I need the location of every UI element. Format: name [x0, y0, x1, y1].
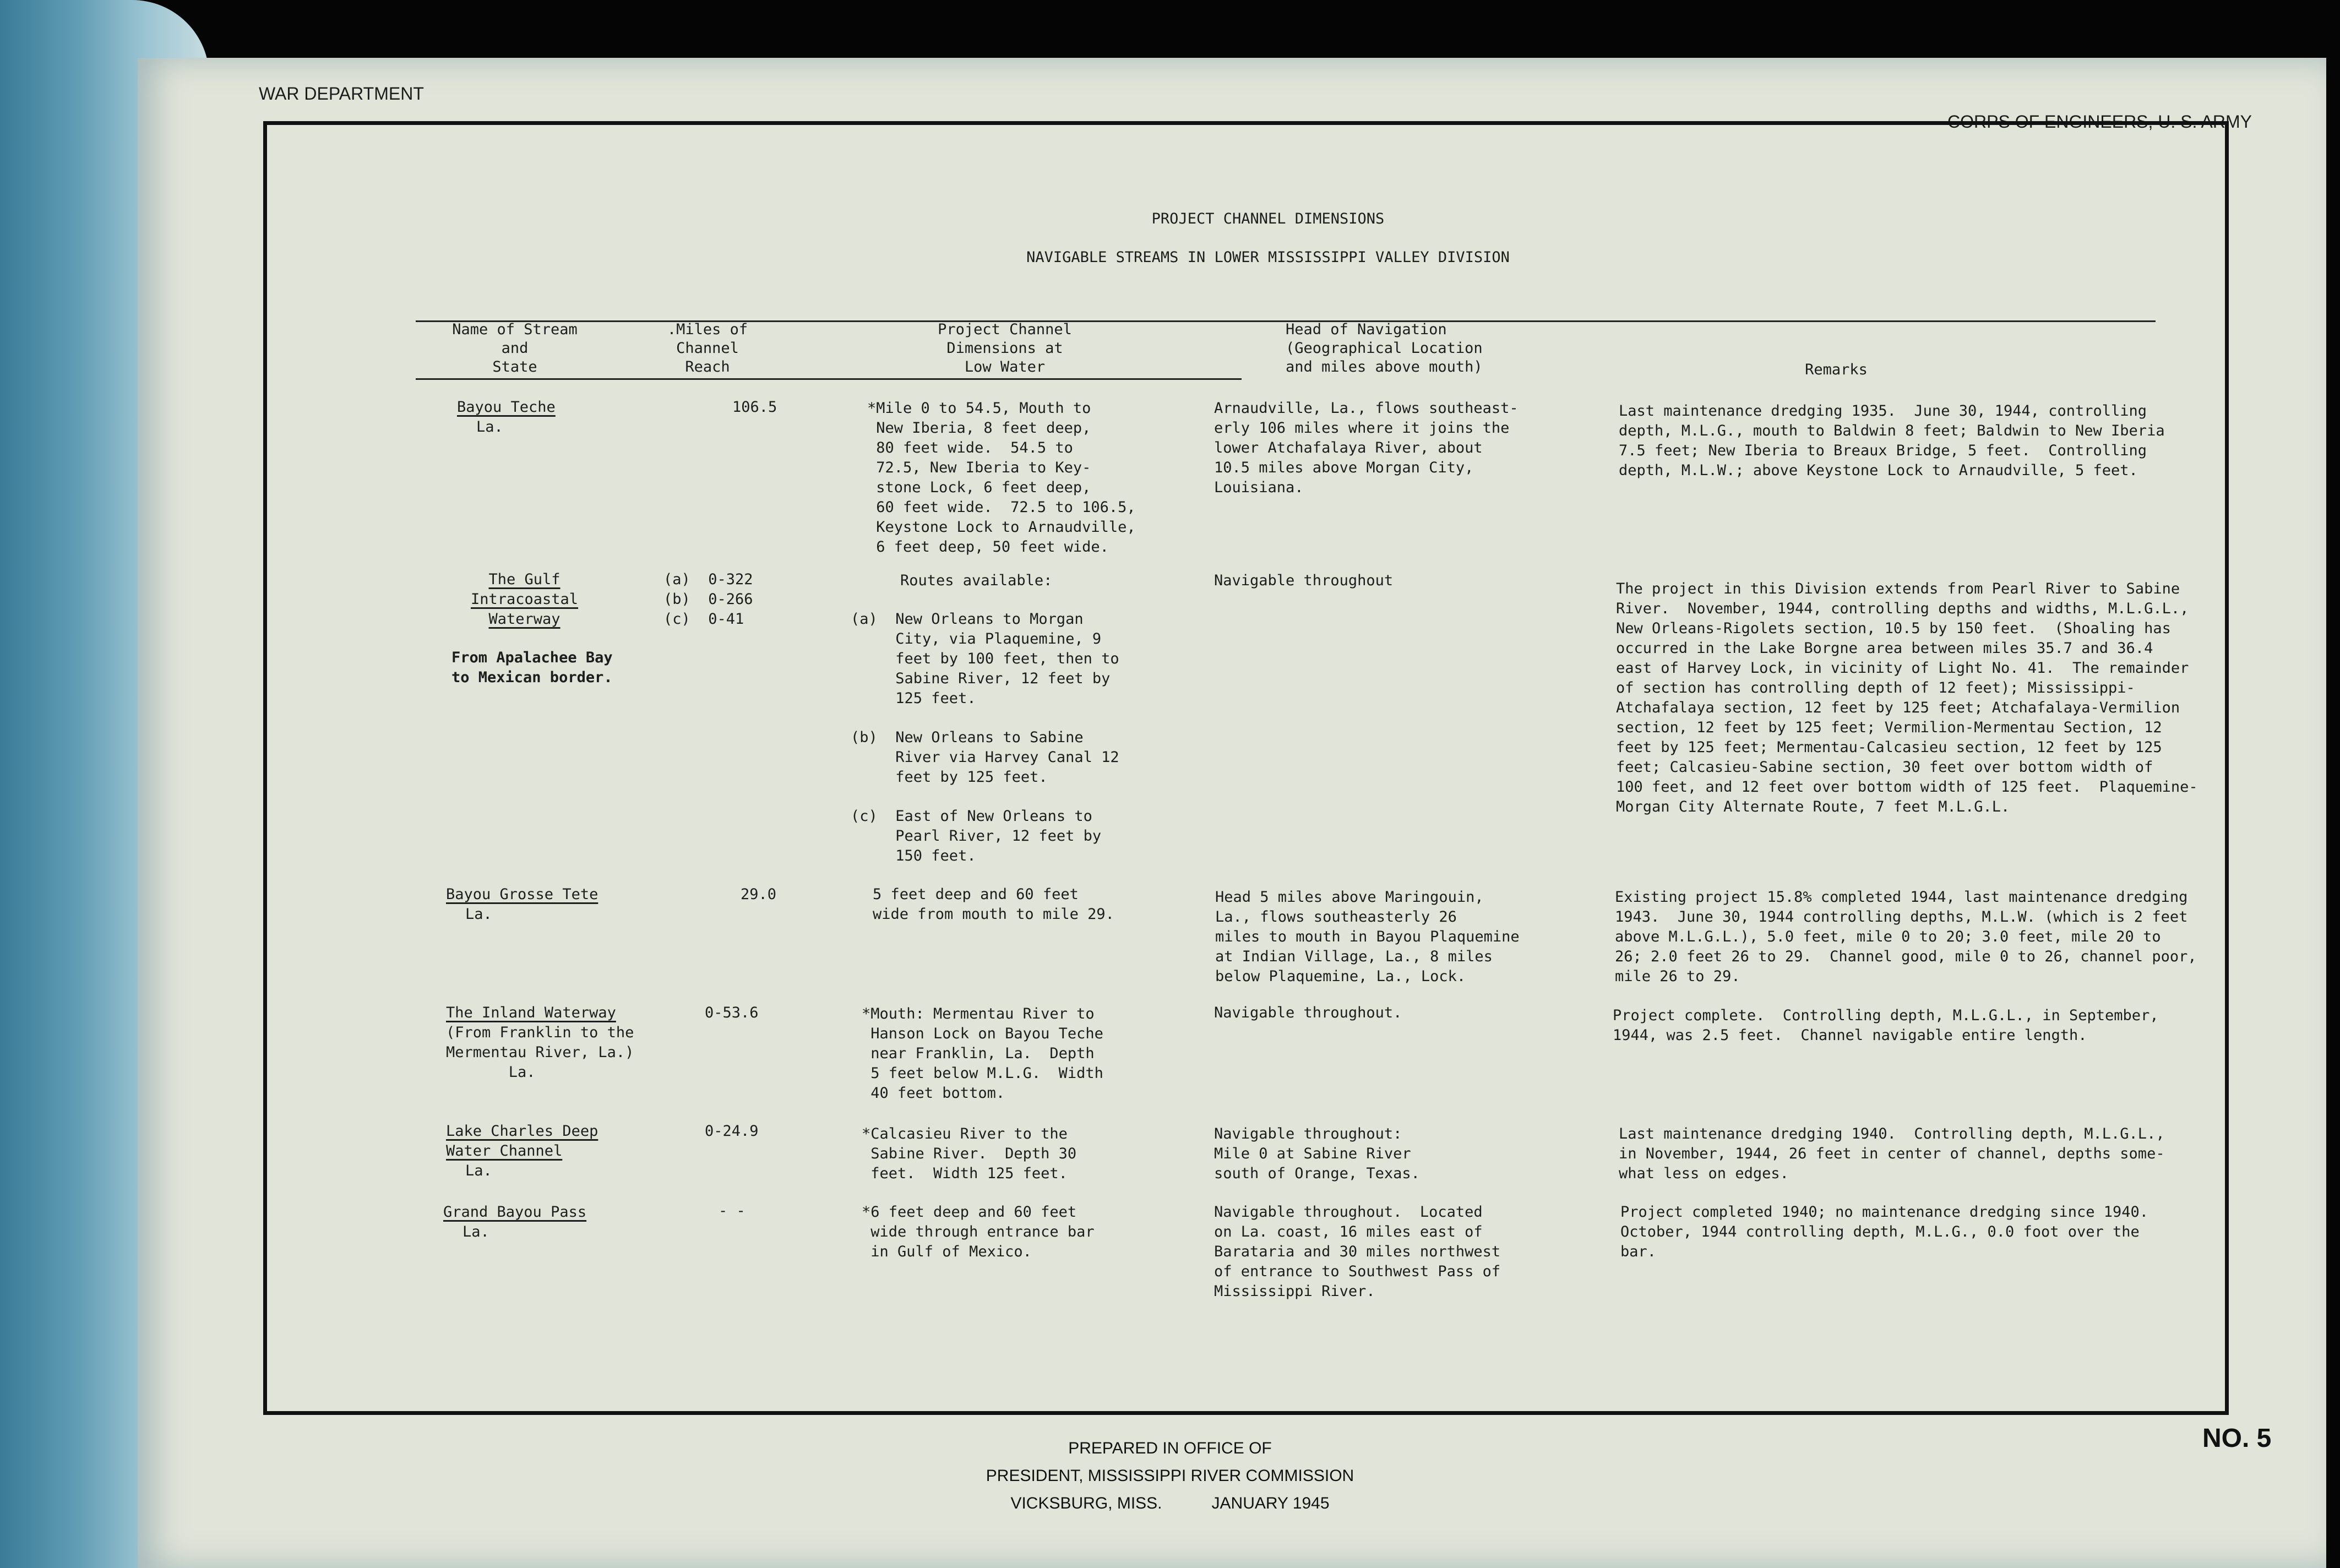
row-bayou-teche-remarks: Last maintenance dredging 1935. June 30, 1944, controlling depth, M.L.G., mouth to Baldwin 8 feet; Baldwin to New Iberia 7.5 feet; New Iberia to Breaux Bridge, 5 feet. Controlling depth, M.L.W.; above Keystone Lock to Arnaudville, 5 feet.	[1619, 402, 2165, 479]
row-gulf-intracoastal-routes: Routes available:	[900, 572, 1053, 589]
header-right: CORPS OF ENGINEERS, U. S. ARMY	[1947, 112, 2252, 132]
row-inland-waterway-state: (From Franklin to the Mermentau River, La.) La.	[446, 1024, 634, 1081]
row-gulf-intracoastal-miles: (a) 0-322 (b) 0-266 (c) 0-41	[663, 571, 753, 628]
header-rule-bottom	[416, 378, 1242, 380]
column-header-dimensions: Project Channel Dimensions at Low Water	[938, 321, 1072, 375]
row-grand-bayou-pass-head: Navigable throughout. Located on La. coast, 16 miles east of Barataria and 30 miles northwest of entrance to Southwest Pass of Mississippi River.	[1214, 1204, 1501, 1300]
row-gulf-intracoastal-remarks: The project in this Division extends from Pearl River to Sabine River. November, 1944, controlling depths and widths, M.L.G.L., New Orleans-Rigolets section, 10.5 by 150 feet. (Shoaling has occurred in the Lake Borgne area between miles 35.7 and 36.4 east of Harvey Lock, in vicinity of Light No. 41. The remainder of section has controlling depth of 12 feet); Mississippi- Atchafalaya section, 12 feet by 125 feet; Atchafalaya-Vermilion section, 12 feet by 125 feet; Vermilion-Mermentau Section, 12 feet by 125 feet; Mermentau-Calcasieu section, 12 feet by 125 feet; Calcasieu-Sabine section, 30 feet over bottom width of 100 feet, and 12 feet over bottom width of 125 feet. Plaquemine- Morgan City Alternate Route, 7 feet M.L.G.L.	[1616, 580, 2198, 815]
row-gulf-intracoastal-extent: From Apalachee Bay to Mexican border.	[451, 649, 613, 686]
row-bayou-grosse-tete-head: Head 5 miles above Maringouin, La., flows southeasterly 26 miles to mouth in Bayou Plaquemine at Indian Village, La., 8 miles below Plaquemine, La., Lock.	[1215, 889, 1520, 985]
row-inland-waterway-miles: 0-53.6	[705, 1004, 759, 1021]
row-lake-charles-remarks: Last maintenance dredging 1940. Controlling depth, M.L.G.L., in November, 1944, 26 feet in center of channel, depths some- what less on edges.	[1619, 1125, 2165, 1182]
table-frame	[263, 121, 2229, 1415]
row-bayou-teche-miles: 106.5	[732, 399, 777, 416]
row-lake-charles-state: La.	[465, 1162, 492, 1179]
row-bayou-grosse-tete-state: La.	[465, 906, 492, 923]
document-subtitle: NAVIGABLE STREAMS IN LOWER MISSISSIPPI VALLEY DIVISION	[1026, 249, 1510, 266]
row-bayou-grosse-tete-dimensions: 5 feet deep and 60 feet wide from mouth to mile 29.	[873, 886, 1114, 923]
row-gulf-intracoastal-name: The Gulf Intracoastal Waterway	[471, 571, 579, 628]
footer-line-1: PREPARED IN OFFICE OF	[1068, 1439, 1272, 1457]
column-header-miles: .Miles of Channel Reach	[667, 321, 748, 375]
row-lake-charles-head: Navigable throughout: Mile 0 at Sabine River south of Orange, Texas.	[1214, 1125, 1420, 1182]
header-left: WAR DEPARTMENT	[259, 84, 424, 104]
row-bayou-grosse-tete-miles: 29.0	[741, 886, 777, 903]
row-bayou-teche-state: La.	[476, 418, 503, 435]
column-header-head: Head of Navigation (Geographical Location and miles above mouth)	[1286, 321, 1483, 375]
document-title: PROJECT CHANNEL DIMENSIONS	[1151, 210, 1385, 227]
row-bayou-teche-head: Arnaudville, La., flows southeast- erly 106 miles where it joins the lower Atchafalaya River, about 10.5 miles above Morgan City, Louisiana.	[1214, 400, 1519, 496]
page-number: NO. 5	[2202, 1424, 2272, 1453]
row-grand-bayou-pass-miles: - -	[719, 1202, 745, 1219]
row-inland-waterway-head: Navigable throughout.	[1214, 1004, 1402, 1021]
row-gulf-intracoastal-head: Navigable throughout	[1214, 572, 1394, 589]
row-grand-bayou-pass-name: Grand Bayou Pass	[443, 1204, 587, 1221]
row-gulf-intracoastal-route-a: (a) New Orleans to Morgan City, via Plaquemine, 9 feet by 100 feet, then to Sabine River, 12 feet by 125 feet.	[851, 611, 1119, 707]
row-grand-bayou-pass-dimensions: *6 feet deep and 60 feet wide through entrance bar in Gulf of Mexico.	[862, 1204, 1095, 1260]
row-lake-charles-dimensions: *Calcasieu River to the Sabine River. Depth 30 feet. Width 125 feet.	[862, 1125, 1077, 1182]
row-bayou-teche-dimensions: *Mile 0 to 54.5, Mouth to New Iberia, 8 feet deep, 80 feet wide. 54.5 to 72.5, New Iberia to Key- stone Lock, 6 feet deep, 60 feet wide. 72.5 to 106.5, Keystone Lock to Arnaudville, 6 feet deep, 50 feet wide.	[867, 400, 1136, 556]
footer-place: VICKSBURG, MISS.	[1010, 1494, 1162, 1512]
footer-line-2: PRESIDENT, MISSISSIPPI RIVER COMMISSION	[986, 1467, 1354, 1485]
column-header-name: Name of Stream and State	[452, 321, 578, 375]
footer	[0, 1435, 2340, 1517]
row-lake-charles-miles: 0-24.9	[705, 1123, 759, 1140]
row-bayou-teche-name: Bayou Teche	[457, 399, 556, 416]
row-grand-bayou-pass-state: La.	[462, 1223, 489, 1240]
row-inland-waterway-remarks: Project complete. Controlling depth, M.L.G.L., in September, 1944, was 2.5 feet. Channel navigable entire length.	[1613, 1007, 2159, 1044]
footer-date: JANUARY 1945	[1211, 1494, 1330, 1512]
row-inland-waterway-dimensions: *Mouth: Mermentau River to Hanson Lock on Bayou Teche near Franklin, La. Depth 5 feet below M.L.G. Width 40 feet bottom.	[862, 1005, 1103, 1102]
row-grand-bayou-pass-remarks: Project completed 1940; no maintenance dredging since 1940. October, 1944 controlling depth, M.L.G., 0.0 foot over the bar.	[1620, 1204, 2149, 1260]
row-bayou-grosse-tete-remarks: Existing project 15.8% completed 1944, last maintenance dredging 1943. June 30, 1944 controlling depths, M.L.W. (which is 2 feet above M.L.G.L.), 5.0 feet, mile 0 to 20; 3.0 feet, mile 20 to 26; 2.0 feet 26 to 29. Channel good, mile 0 to 26, channel poor, mile 26 to 29.	[1615, 889, 2197, 985]
row-inland-waterway-name: The Inland Waterway	[446, 1004, 616, 1021]
row-gulf-intracoastal-route-c: (c) East of New Orleans to Pearl River, 12 feet by 150 feet.	[851, 808, 1102, 864]
row-bayou-grosse-tete-name: Bayou Grosse Tete	[446, 886, 598, 903]
column-header-remarks: Remarks	[1805, 361, 1868, 378]
row-lake-charles-name: Lake Charles Deep Water Channel	[446, 1123, 598, 1159]
row-gulf-intracoastal-route-b: (b) New Orleans to Sabine River via Harvey Canal 12 feet by 125 feet.	[851, 729, 1119, 786]
footer-line-3	[0, 1490, 2340, 1517]
